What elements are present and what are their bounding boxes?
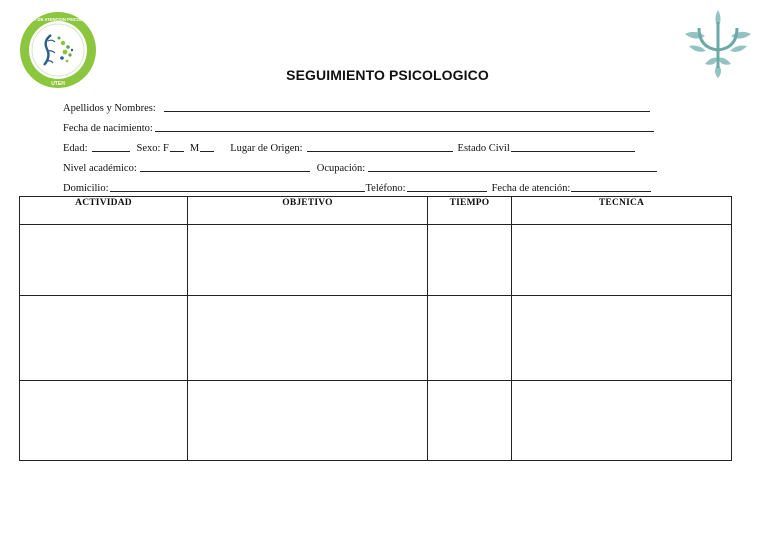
sexo-m-blank[interactable] (200, 142, 214, 152)
domicilio-label: Domicilio: (63, 183, 109, 194)
page-title: SEGUIMIENTO PSICOLOGICO (286, 67, 489, 83)
header-tecnica: TECNICA (512, 197, 732, 225)
sexo-label: Sexo: F (136, 143, 169, 154)
telefono-label: Teléfono: (365, 183, 406, 194)
table-row (20, 225, 732, 296)
fecha-atencion-label: Fecha de atención: (491, 183, 571, 194)
nivel-blank[interactable] (140, 162, 310, 172)
nacimiento-blank[interactable] (155, 122, 654, 132)
apellidos-label: Apellidos y Nombres: (63, 103, 156, 114)
table-cell[interactable] (20, 296, 188, 380)
logo-ring-text-bottom: UTEH (51, 81, 65, 87)
header-objetivo: OBJETIVO (188, 197, 428, 225)
table-header-row (20, 197, 732, 225)
table-cell[interactable] (512, 225, 732, 296)
estado-civil-label: Estado Civil (457, 143, 510, 154)
edad-blank[interactable] (92, 142, 130, 152)
header-actividad: ACTIVIDAD (20, 197, 188, 225)
nacimiento-label: Fecha de nacimiento: (63, 123, 153, 134)
ocupacion-blank[interactable] (368, 162, 657, 172)
birthdate-field-row (63, 120, 655, 134)
nivel-label: Nivel académico: (63, 163, 137, 174)
name-field-row (63, 100, 651, 114)
estado-civil-blank[interactable] (511, 142, 635, 152)
education-field-row (63, 160, 658, 174)
personal-field-row (63, 140, 636, 154)
address-field-row (63, 180, 652, 194)
table-row (20, 296, 732, 380)
table-cell[interactable] (512, 296, 732, 380)
table-cell[interactable] (428, 296, 512, 380)
telefono-blank[interactable] (407, 182, 487, 192)
origen-blank[interactable] (307, 142, 453, 152)
table-cell[interactable] (188, 380, 428, 460)
table-row (20, 380, 732, 460)
edad-label: Edad: (63, 143, 88, 154)
sexo-f-blank[interactable] (170, 142, 184, 152)
logo-ring-text-top: CLINICA DE ATENCION PSICOLOGICA (19, 17, 97, 22)
ocupacion-label: Ocupación: (316, 163, 366, 174)
fecha-atencion-blank[interactable] (571, 182, 651, 192)
table-cell[interactable] (428, 380, 512, 460)
apellidos-blank[interactable] (164, 102, 650, 112)
tracking-table (19, 196, 732, 461)
table-cell[interactable] (428, 225, 512, 296)
table-cell[interactable] (188, 225, 428, 296)
domicilio-blank[interactable] (110, 182, 365, 192)
table-cell[interactable] (188, 296, 428, 380)
origen-label: Lugar de Origen: (230, 143, 303, 154)
header-tiempo: TIEMPO (428, 197, 512, 225)
table-cell[interactable] (20, 225, 188, 296)
sexo-m-label: M (189, 143, 200, 154)
table-cell[interactable] (512, 380, 732, 460)
table-cell[interactable] (20, 380, 188, 460)
